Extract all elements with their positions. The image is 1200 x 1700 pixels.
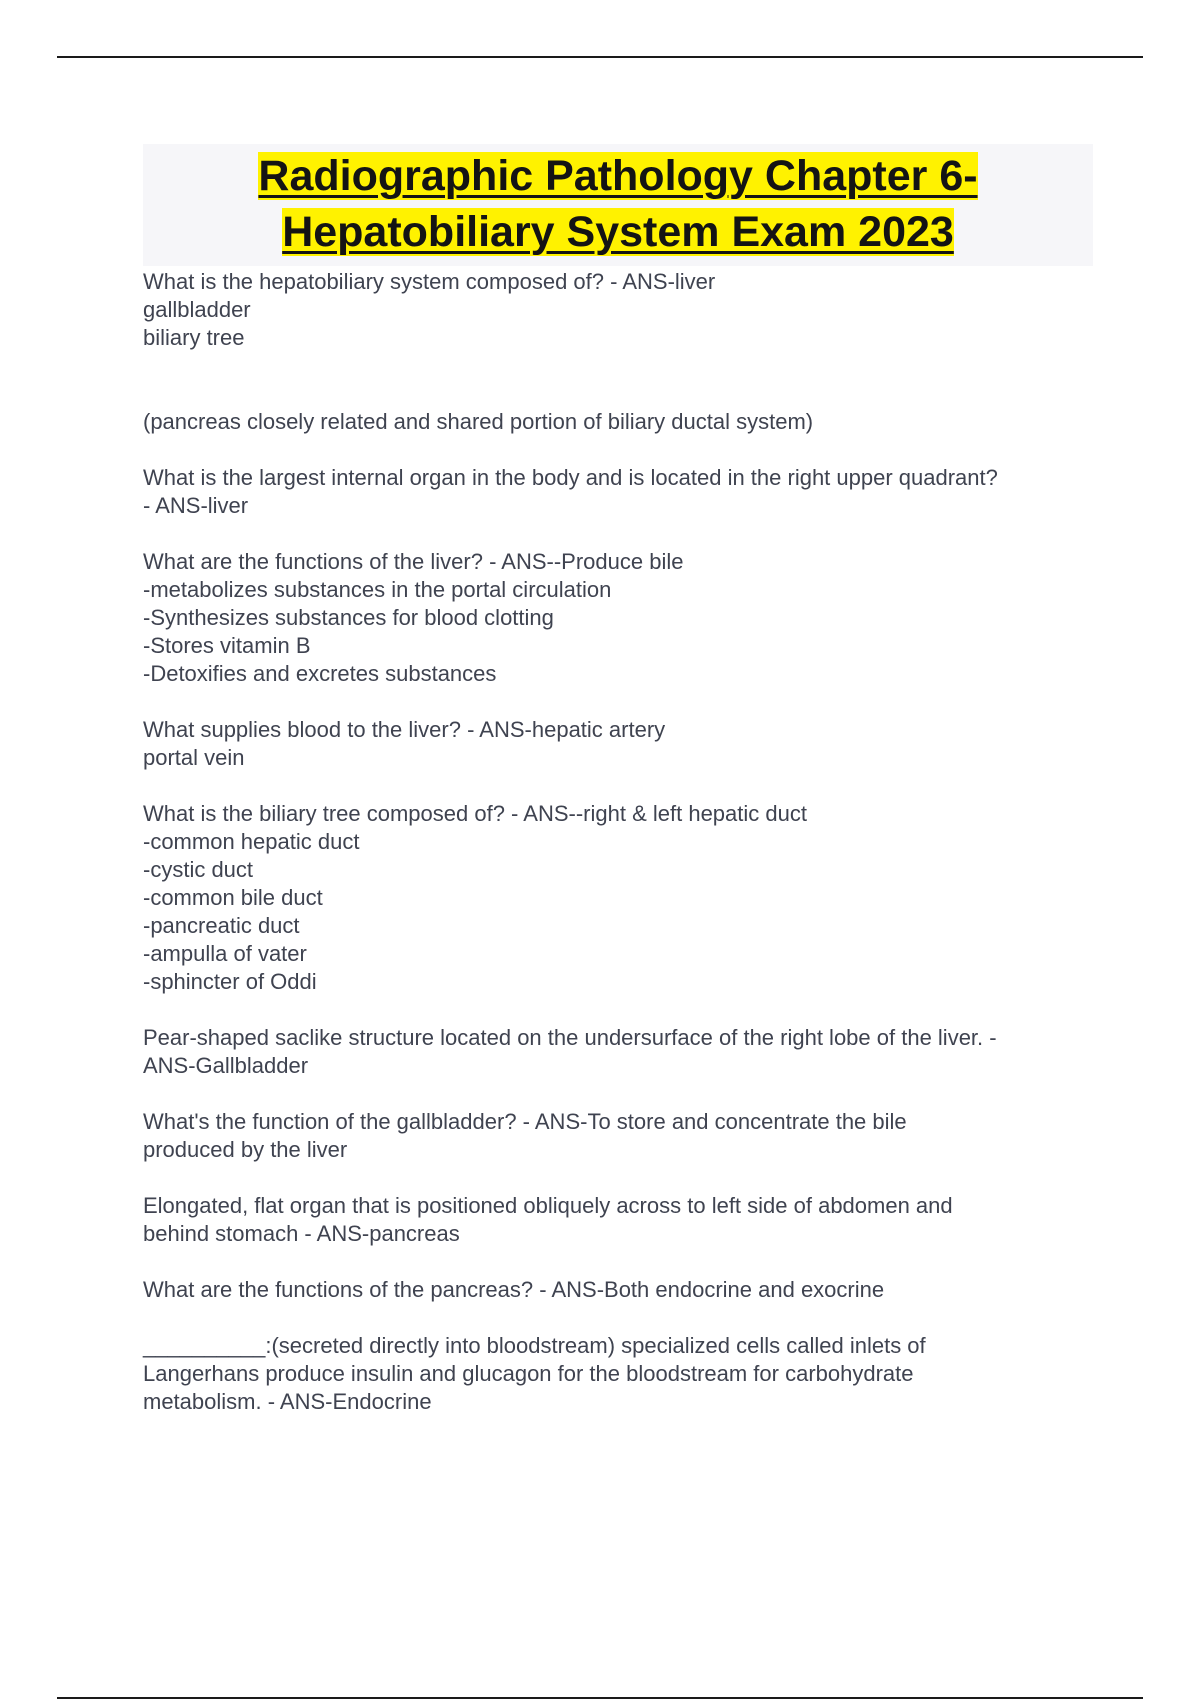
entry-line: Langerhans produce insulin and glucagon for the bloodstream for carbohydrate [143, 1361, 914, 1386]
entry-line: (pancreas closely related and shared portion of biliary ductal system) [143, 409, 814, 434]
entry-line: Elongated, flat organ that is positioned obliquely across to left side of abdomen and [143, 1193, 953, 1218]
qa-entry [143, 548, 1093, 688]
qa-entry [143, 1276, 1093, 1304]
title-line-1: Radiographic Pathology Chapter 6- [258, 152, 978, 200]
entry-line: What is the biliary tree composed of? - ANS--right & left hepatic duct [143, 801, 807, 826]
entry-line: -ampulla of vater [143, 941, 307, 966]
entry-line: -Detoxifies and excretes substances [143, 661, 497, 686]
entry-line: gallbladder [143, 297, 251, 322]
entry-line: -Stores vitamin B [143, 633, 311, 658]
entry-line: __________:(secreted directly into bloodstream) specialized cells called inlets of [143, 1333, 926, 1358]
qa-entry [143, 408, 1093, 436]
qa-entry [143, 1332, 1093, 1416]
qa-entry [143, 716, 1093, 772]
entry-line: What are the functions of the liver? - ANS--Produce bile [143, 549, 684, 574]
entry-line: What is the hepatobiliary system composed of? - ANS-liver [143, 269, 716, 294]
qa-entries [143, 268, 1093, 1416]
entry-line: What supplies blood to the liver? - ANS-hepatic artery [143, 717, 666, 742]
qa-entry [143, 464, 1093, 520]
blank-line [143, 352, 1093, 380]
entry-line: -common hepatic duct [143, 829, 360, 854]
qa-entry [143, 1024, 1093, 1080]
entry-line: -metabolizes substances in the portal circulation [143, 577, 612, 602]
qa-entry [143, 1108, 1093, 1164]
top-rule [57, 56, 1143, 58]
entry-line: What's the function of the gallbladder? - ANS-To store and concentrate the bile [143, 1109, 907, 1134]
qa-entry [143, 268, 1093, 380]
bottom-rule [57, 1697, 1143, 1699]
entry-line: -Synthesizes substances for blood clotting [143, 605, 554, 630]
entry-line: Pear-shaped saclike structure located on the undersurface of the right lobe of the liver. - [143, 1025, 997, 1050]
title-line-2: Hepatobiliary System Exam 2023 [282, 208, 954, 256]
entry-line: -cystic duct [143, 857, 254, 882]
entry-line: ANS-Gallbladder [143, 1053, 309, 1078]
qa-entry [143, 800, 1093, 996]
entry-line: -common bile duct [143, 885, 323, 910]
entry-line: biliary tree [143, 325, 245, 350]
entry-line: behind stomach - ANS-pancreas [143, 1221, 460, 1246]
entry-line: What are the functions of the pancreas? - ANS-Both endocrine and exocrine [143, 1277, 885, 1302]
entry-line: - ANS-liver [143, 493, 249, 518]
entry-line: What is the largest internal organ in the body and is located in the right upper quadrant? [143, 465, 998, 490]
entry-line: portal vein [143, 745, 245, 770]
qa-entry [143, 1192, 1093, 1248]
entry-line: -pancreatic duct [143, 913, 300, 938]
entry-line: metabolism. - ANS-Endocrine [143, 1389, 432, 1414]
title-block [143, 144, 1093, 266]
entry-line: produced by the liver [143, 1137, 348, 1162]
page-content [143, 144, 1093, 1444]
entry-line: -sphincter of Oddi [143, 969, 317, 994]
